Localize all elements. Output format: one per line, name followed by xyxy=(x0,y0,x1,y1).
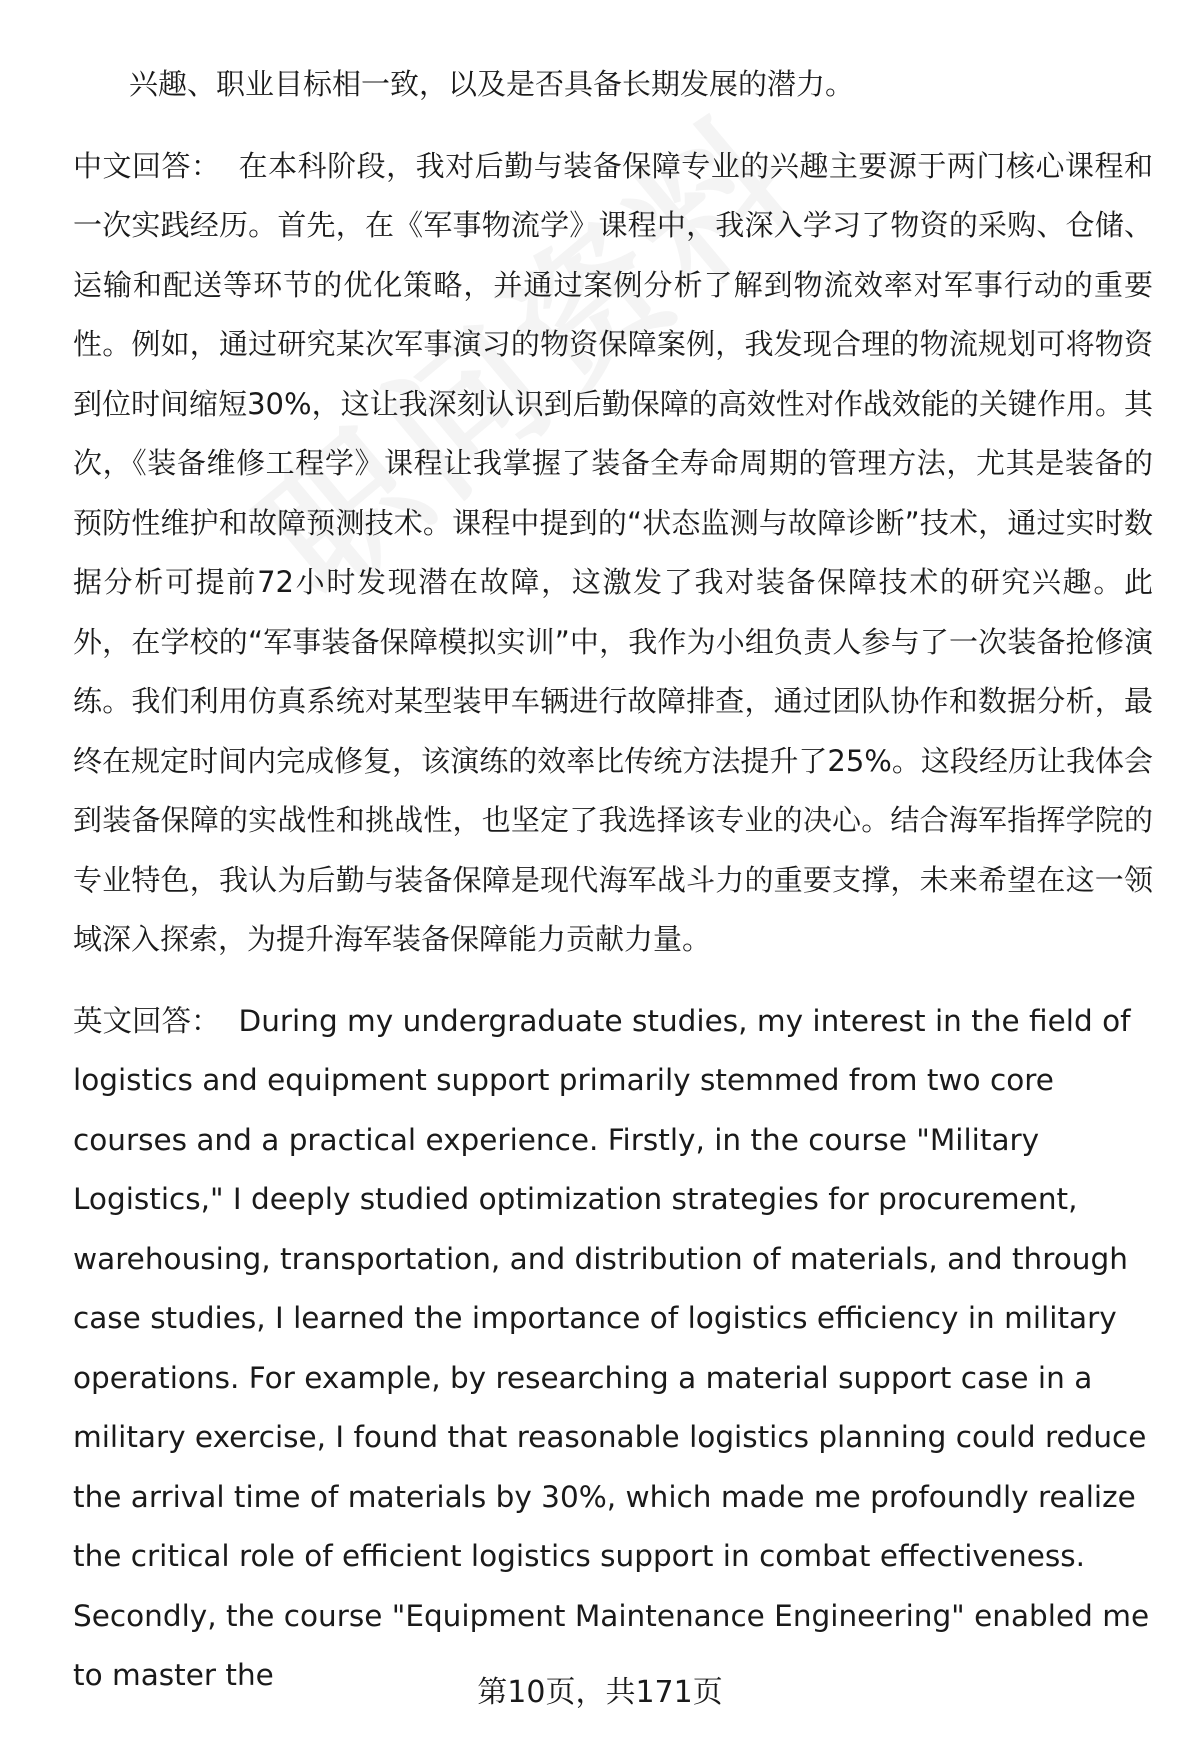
continuation-paragraph: 兴趣、职业目标相一致，以及是否具备长期发展的潜力。 xyxy=(129,67,855,101)
chinese-answer-paragraph xyxy=(73,137,1153,970)
english-answer-label: 英文回答： xyxy=(73,1003,221,1038)
english-answer-text: During my undergraduate studies, my interest in the field of logistics and equipment support primarily stemmed from two core courses and a practical experience. Firstly, in the course "Military Logistics," I deeply studied optimization strategies for procurement, warehousing, transportation, and distribution of materials, and through case studies, I learned the importance of logistics efficiency in military operations. For example, by researching a material support case in a military exercise, I found that reasonable logistics planning could reduce the arrival time of materials by 30%, which made me profoundly realize the critical role of efficient logistics support in combat effectiveness. Secondly, the course "Equipment Maintenance Engineering" enabled me to master the xyxy=(73,1003,1150,1692)
chinese-answer-label: 中文回答： xyxy=(73,148,221,183)
english-answer-paragraph xyxy=(73,992,1153,1706)
document-body xyxy=(73,55,1153,1706)
chinese-answer-text: 在本科阶段，我对后勤与装备保障专业的兴趣主要源于两门核心课程和一次实践经历。首先，在《军事物流学》课程中，我深入学习了物资的采购、仓储、运输和配送等环节的优化策略，并通过案例分析了解到物流效率对军事行动的重要性。例如，通过研究某次军事演习的物资保障案例，我发现合理的物流规划可将物资到位时间缩短30%，这让我深刻认识到后勤保障的高效性对作战效能的关键作用。其次，《装备维修工程学》课程让我掌握了装备全寿命周期的管理方法，尤其是装备的预防性维护和故障预测技术。课程中提到的“状态监测与故障诊断”技术，通过实时数据分析可提前72小时发现潜在故障，这激发了我对装备保障技术的研究兴趣。此外，在学校的“军事装备保障模拟实训”中，我作为小组负责人参与了一次装备抢修演练。我们利用仿真系统对某型装甲车辆进行故障排查，通过团队协作和数据分析，最终在规定时间内完成修复，该演练的效率比传统方法提升了25%。这段经历让我体会到装备保障的实战性和挑战性，也坚定了我选择该专业的决心。结合海军指挥学院的专业特色，我认为后勤与装备保障是现代海军战斗力的重要支撑，未来希望在这一领域深入探索，为提升海军装备保障能力贡献力量。 xyxy=(73,148,1153,956)
page-number: 第10页，共171页 xyxy=(477,1675,723,1710)
